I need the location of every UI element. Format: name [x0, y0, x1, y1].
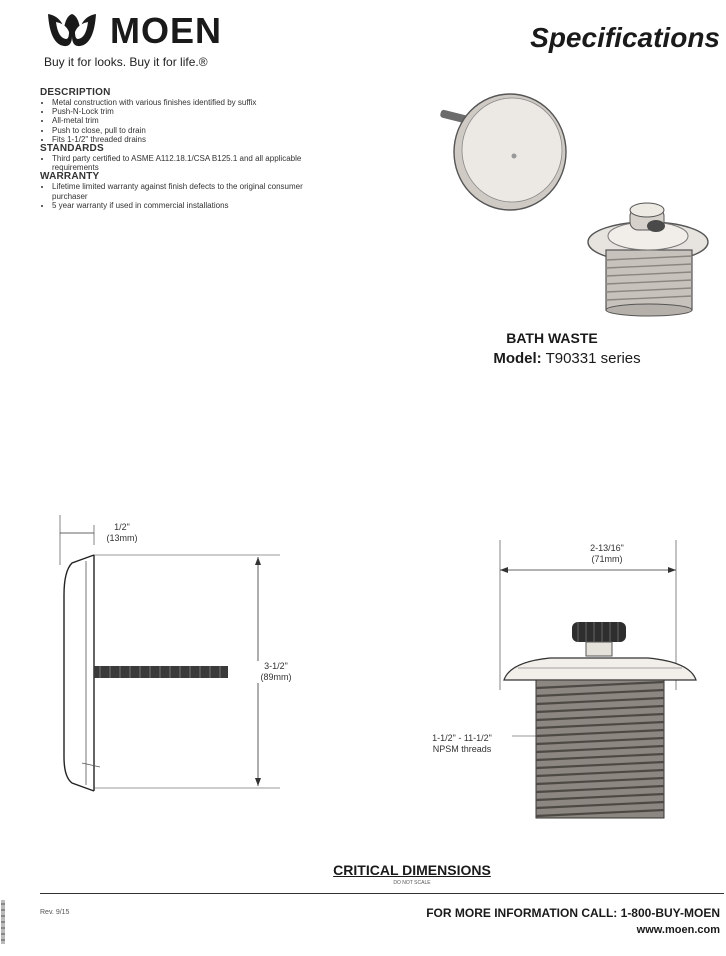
- thread-size: 1-1/2" - 11-1/2": [432, 733, 492, 743]
- right-dim-width: [572, 543, 642, 565]
- dim-label: 3-1/2": [264, 661, 288, 671]
- product-name: BATH WASTE: [506, 330, 598, 346]
- thread-spec: [410, 733, 514, 755]
- revision-note: Rev. 9/15: [40, 909, 70, 916]
- website-link[interactable]: www.moen.com: [636, 924, 720, 936]
- page-title: Specifications: [530, 22, 720, 53]
- list-item: • All-metal trim: [52, 116, 340, 125]
- model-line: [452, 350, 682, 367]
- list-item: • Metal construction with various finishes identified by suffix: [52, 98, 340, 107]
- document-code-mark: [0, 900, 6, 944]
- footer-divider: [40, 893, 724, 894]
- description-list: [40, 98, 340, 144]
- left-dim-width: [92, 522, 152, 544]
- description-heading: DESCRIPTION: [40, 87, 111, 98]
- overflow-side-drawing: [40, 505, 340, 805]
- drain-body-illustration: [588, 203, 708, 316]
- dim-label-metric: (13mm): [106, 533, 138, 543]
- warranty-list: [40, 182, 340, 210]
- brand-name: MOEN: [110, 10, 222, 51]
- warranty-heading: WARRANTY: [40, 171, 100, 183]
- drain-side-drawing: [400, 530, 720, 830]
- list-item: • Push-N-Lock trim: [52, 107, 340, 116]
- thread-type: NPSM threads: [432, 744, 492, 754]
- dim-label: 2-13/16": [590, 543, 624, 553]
- model-label: Model:: [493, 350, 542, 367]
- dim-label: 1/2": [114, 522, 130, 532]
- contact-line: FOR MORE INFORMATION CALL: 1-800-BUY-MOEN: [426, 906, 720, 920]
- standards-heading: STANDARDS: [40, 143, 104, 155]
- list-item: • Lifetime limited warranty against finish defects to the original consumer purchaser: [52, 182, 340, 200]
- dim-label-metric: (71mm): [591, 554, 623, 564]
- product-illustration: [420, 80, 720, 320]
- spec-lists: [40, 88, 340, 210]
- model-value: T90331 series: [545, 350, 641, 367]
- overflow-plate-illustration: [440, 94, 566, 210]
- standards-list: [40, 154, 340, 172]
- list-item: • 5 year warranty if used in commercial installations: [52, 201, 340, 210]
- moen-logo-icon: [44, 10, 100, 50]
- list-item: • Third party certified to ASME A112.18.1/CSA B125.1 and all applicable requirements: [52, 154, 340, 172]
- do-not-scale-note: DO NOT SCALE: [393, 880, 431, 886]
- dim-label-metric: (89mm): [260, 672, 292, 682]
- critical-dimensions-heading: CRITICAL DIMENSIONS: [333, 862, 491, 878]
- brand-tagline: Buy it for looks. Buy it for life.®: [44, 55, 208, 69]
- list-item: • Fits 1-1/2" threaded drains: [52, 135, 340, 144]
- left-dim-height: [248, 661, 304, 683]
- list-item: • Push to close, pull to drain: [52, 126, 340, 135]
